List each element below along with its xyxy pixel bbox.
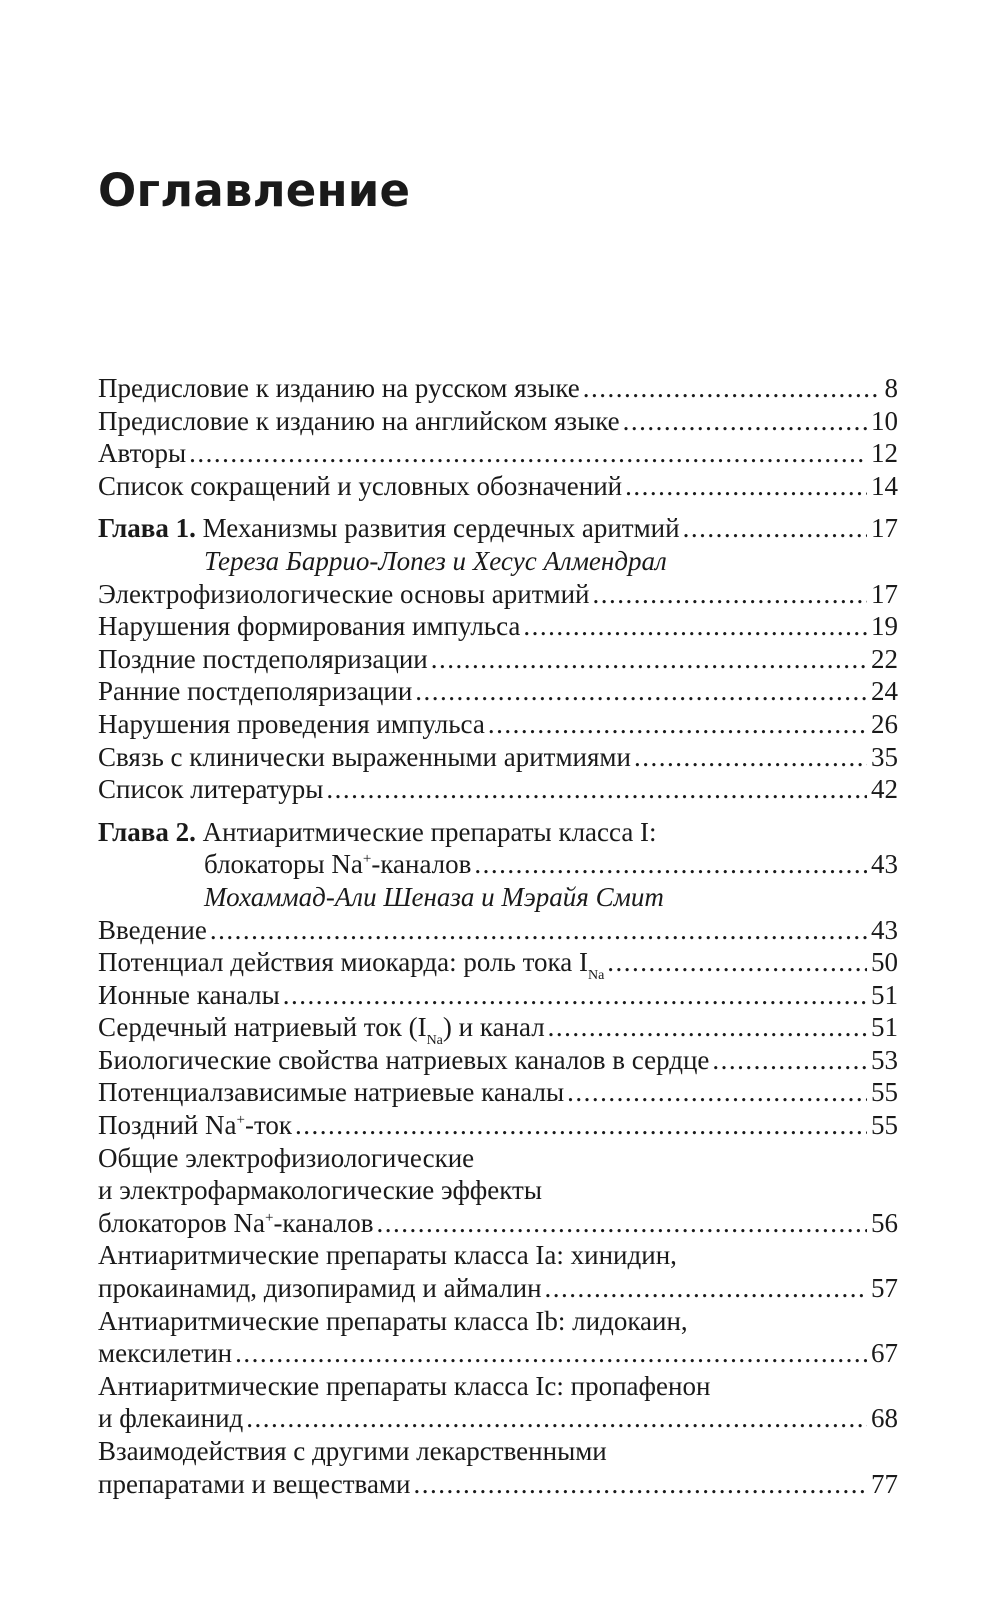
toc-entry[interactable] [98,675,898,708]
toc-entry[interactable] [98,1044,898,1077]
chapter-authors: Мохаммад-Али Шеназа и Мэрайя Смит [204,881,664,912]
toc-entry-title: Ионные каналы [98,979,280,1010]
toc-page-number: 26 [871,708,898,739]
toc-entry-title: Потенциалзависимые натриевые каналы [98,1077,565,1108]
toc-entry-title: Ранние постдеполяризации [98,676,413,707]
toc-entry-title [98,512,680,545]
toc-entry-title: Биологические свойства натриевых каналов в сердце [98,1044,710,1075]
toc-page-number: 10 [871,405,898,436]
toc-page-number: 43 [871,849,898,880]
toc-entry-title: Введение [98,914,207,945]
dot-leader [295,1109,867,1142]
toc-page-number: 22 [871,643,898,674]
chapter-authors: Тереза Баррио-Лопез и Хесус Алмендрал [204,545,667,576]
toc-entry[interactable] [98,1468,898,1501]
dot-leader [523,610,867,643]
toc-page-number: 56 [871,1207,898,1238]
toc-page-number: 19 [871,611,898,642]
toc-page-number: 68 [871,1403,898,1434]
toc-entry-title: Нарушения проведения импульса [98,708,485,739]
toc-entry-title: Предисловие к изданию на русском языке [98,373,580,403]
chapter-label: Глава 1. [98,513,196,544]
toc-page-number: 24 [871,676,898,707]
page-title: Оглавление [98,164,411,217]
toc-entry[interactable] [98,979,898,1012]
dot-leader [413,1468,867,1501]
dot-leader [593,578,868,611]
dot-leader [246,1402,867,1435]
dot-leader [431,643,867,676]
toc-entry[interactable] [98,708,898,741]
toc-entry[interactable] [98,1337,898,1370]
toc-entry-title: Электрофизиологические основы аритмий [98,578,590,609]
toc-page-number: 35 [871,741,898,772]
toc-page-number: 67 [871,1338,898,1369]
toc-entry-authors[interactable] [98,437,898,470]
dot-leader [712,1044,867,1077]
dot-leader [548,1011,867,1044]
toc-entry-title: Поздние постдеполяризации [98,643,428,674]
toc-page-number: 8 [884,373,898,403]
dot-leader [683,512,867,545]
toc-entry-foreword-english[interactable] [98,405,898,438]
toc-entry-title: мексилетин [98,1338,233,1369]
dot-leader [415,675,867,708]
toc-page-number: 17 [871,513,898,544]
toc-entry-title: Список сокращений и условных обозначений [98,470,623,501]
toc-entry-title: препаратами и веществами [98,1468,411,1499]
toc-page-number: 57 [871,1273,898,1304]
toc-entry[interactable] [98,741,898,774]
chapter-title-line-2: блокаторы Na+-каналов [204,849,472,880]
toc-entry-title: Нарушения формирования импульса [98,611,521,642]
dot-leader [210,914,867,947]
toc-entry[interactable] [98,1402,898,1435]
toc-entry[interactable] [98,1076,898,1109]
toc-entry[interactable] [98,946,898,984]
toc-entry[interactable] [98,610,898,643]
toc-entry[interactable] [98,1109,898,1142]
toc-entry-title: Предисловие к изданию на английском языке [98,405,620,436]
chapter-title: Механизмы развития сердечных аритмий [202,513,680,544]
dot-leader [488,708,867,741]
toc-entry-title: Потенциал действия миокарда: роль тока $I_{Na}$ [98,947,605,984]
toc-entry-title: Список литературы [98,774,324,805]
dot-leader [377,1207,867,1240]
toc-entry-title: прокаинамид, дизопирамид и аймалин [98,1273,542,1304]
toc-page-number: 77 [871,1468,898,1499]
toc-entry-foreword-russian[interactable] [98,372,898,405]
toc-entry-title: Авторы [98,438,187,469]
dot-leader [474,848,867,881]
toc-entry[interactable] [98,1207,898,1240]
toc-entry[interactable] [98,1272,898,1305]
toc-entry[interactable] [98,1011,898,1049]
toc-page-number: 14 [871,470,898,501]
chapter-title-line-1: Антиаритмические препараты класса I: [202,816,657,847]
toc-page-number: 55 [871,1077,898,1108]
toc-entry-title: и флекаинид [98,1403,244,1434]
toc-page-number: 50 [871,947,898,978]
toc-entry-title: Сердечный натриевый ток $(I_{Na})$ и канал [98,1012,545,1049]
chapter-2-heading[interactable] [98,816,898,849]
toc-entry[interactable] [98,773,898,806]
toc-entry-line: Антиаритмические препараты класса Ib: лидокаин, [98,1305,688,1336]
toc-entry-title: блокаторов Na+-каналов [98,1207,374,1238]
toc-page-number: 43 [871,914,898,945]
toc-page-number: 42 [871,774,898,805]
dot-leader [623,405,867,438]
toc-entry-title: Поздний Na+-ток [98,1110,293,1141]
toc-entry-line: Антиаритмические препараты класса Ia: хинидин, [98,1240,677,1271]
toc-page-number: 53 [871,1044,898,1075]
toc-entry-line: Общие электрофизиологические [98,1142,475,1173]
toc-page-number: 51 [871,1012,898,1043]
chapter-label: Глава 2. [98,816,196,847]
toc-entry-title: Связь с клинически выраженными аритмиями [98,741,631,772]
toc-entry-abbreviations[interactable] [98,470,898,503]
toc-page-number: 12 [871,438,898,469]
dot-leader [545,1272,867,1305]
toc-entry-line: Взаимодействия с другими лекарственными [98,1436,607,1466]
dot-leader [189,437,867,470]
dot-leader [567,1076,867,1109]
toc-entry[interactable] [98,643,898,676]
dot-leader [607,946,867,979]
toc-page-number: 51 [871,979,898,1010]
table-of-contents [98,372,898,1500]
chapter-1-heading[interactable] [98,512,898,545]
dot-leader [634,741,867,774]
dot-leader [283,979,867,1012]
toc-entry-line: и электрофармакологические эффекты [98,1175,542,1206]
toc-page-number: 17 [871,578,898,609]
dot-leader [625,470,867,503]
dot-leader [235,1337,867,1370]
toc-entry-line: Антиаритмические препараты класса Ic: пропафенон [98,1370,711,1401]
chapter-2-heading-continued[interactable] [98,848,898,881]
toc-entry[interactable] [98,914,898,947]
dot-leader [583,372,881,405]
toc-page-number: 55 [871,1110,898,1141]
dot-leader [326,773,867,806]
toc-entry[interactable] [98,578,898,611]
